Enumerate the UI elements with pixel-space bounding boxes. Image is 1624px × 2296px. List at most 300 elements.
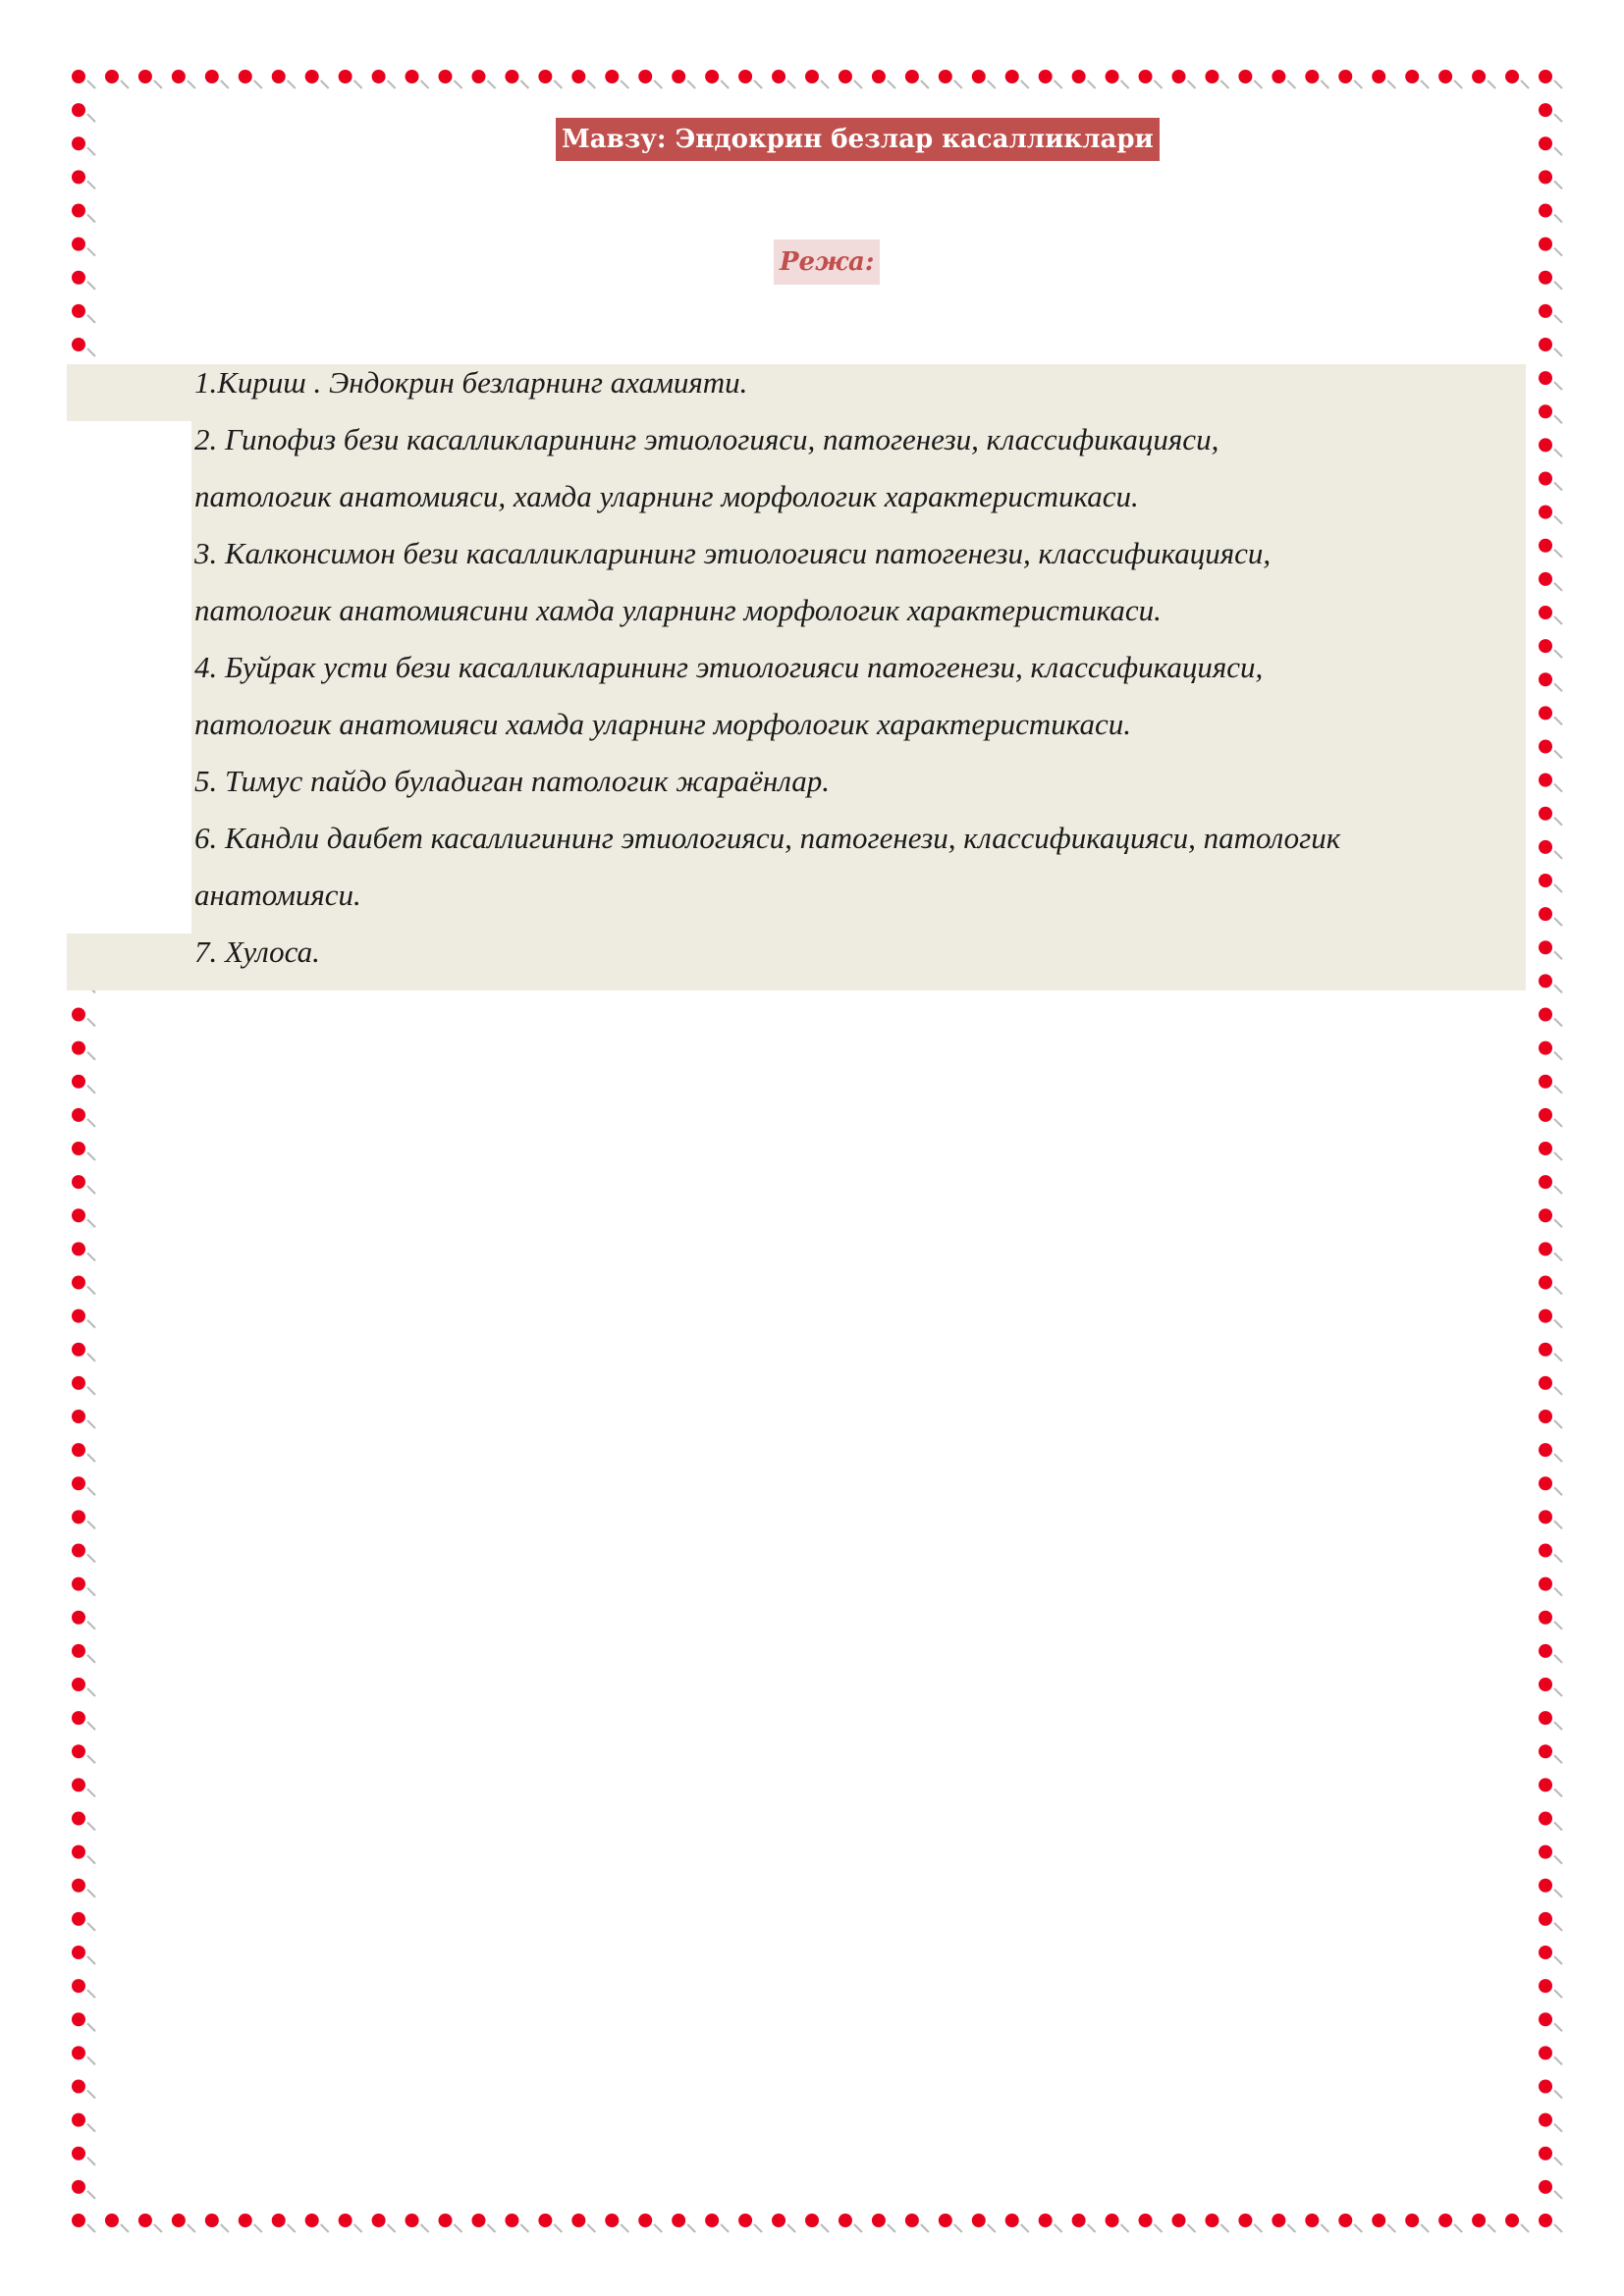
border-dot xyxy=(738,70,752,83)
border-dot xyxy=(1539,1075,1552,1089)
border-dot xyxy=(72,1041,85,1055)
border-dash xyxy=(288,80,296,88)
border-dot xyxy=(138,2214,152,2227)
border-dot xyxy=(705,70,719,83)
border-dot xyxy=(772,70,785,83)
border-dash xyxy=(1554,1789,1562,1796)
border-dash xyxy=(954,80,962,88)
border-dot xyxy=(72,238,85,251)
border-dot xyxy=(305,2214,319,2227)
border-dash xyxy=(1554,1890,1562,1897)
border-dot xyxy=(72,271,85,285)
border-dot xyxy=(738,2214,752,2227)
border-dot xyxy=(972,70,986,83)
border-dot xyxy=(1539,1778,1552,1791)
border-dot xyxy=(1338,70,1352,83)
border-dash xyxy=(821,80,829,88)
border-dash xyxy=(87,1521,95,1528)
plan-block-indent xyxy=(67,421,191,934)
border-dot xyxy=(72,136,85,150)
border-dot xyxy=(72,1276,85,1290)
border-dot xyxy=(705,2214,719,2227)
border-dot xyxy=(439,2214,453,2227)
border-dot xyxy=(1539,1008,1552,1022)
border-dot xyxy=(105,2214,119,2227)
border-dash xyxy=(1454,2224,1462,2232)
border-dot xyxy=(72,2080,85,2094)
border-dash xyxy=(1554,147,1562,155)
border-dot xyxy=(1472,70,1486,83)
border-dash xyxy=(1021,80,1029,88)
border-dash xyxy=(87,1186,95,1194)
border-dash xyxy=(621,80,628,88)
border-dash xyxy=(1554,1487,1562,1495)
border-dot xyxy=(1539,1276,1552,1290)
border-dot xyxy=(1539,1711,1552,1725)
border-dash xyxy=(87,215,95,223)
border-dot xyxy=(872,70,886,83)
border-dot xyxy=(505,2214,518,2227)
border-dot xyxy=(1539,204,1552,218)
border-dash xyxy=(1554,1287,1562,1295)
border-dash xyxy=(1554,1119,1562,1127)
border-dash xyxy=(1554,80,1562,88)
border-dash xyxy=(1155,80,1163,88)
border-dash xyxy=(1554,1923,1562,1931)
border-dash xyxy=(1421,2224,1429,2232)
border-dot xyxy=(1505,70,1519,83)
border-dash xyxy=(554,80,562,88)
border-dash xyxy=(87,181,95,188)
border-dash xyxy=(1055,80,1062,88)
border-dot xyxy=(1539,639,1552,653)
border-dot xyxy=(1539,103,1552,117)
border-dot xyxy=(239,70,252,83)
border-dot xyxy=(972,2214,986,2227)
border-dot xyxy=(1539,1376,1552,1390)
border-dash xyxy=(87,1555,95,1563)
border-dash xyxy=(421,2224,429,2232)
border-dash xyxy=(87,1086,95,1094)
border-dot xyxy=(1272,70,1285,83)
border-dash xyxy=(1554,1655,1562,1663)
border-dash xyxy=(1554,1420,1562,1428)
border-dash xyxy=(87,1454,95,1462)
border-dash xyxy=(1554,2091,1562,2099)
border-dash xyxy=(1554,348,1562,356)
border-dash xyxy=(1554,1219,1562,1227)
border-dash xyxy=(654,2224,662,2232)
border-dot xyxy=(1539,472,1552,486)
border-dash xyxy=(1554,1688,1562,1696)
border-dot xyxy=(1539,1108,1552,1122)
border-dash xyxy=(587,80,595,88)
border-dash xyxy=(1554,985,1562,992)
border-dash xyxy=(87,1722,95,1730)
border-dot xyxy=(939,70,952,83)
border-dash xyxy=(254,80,262,88)
border-dash xyxy=(988,2224,996,2232)
plan-item-6: 6. Кандли даибет касаллигининг этиологияси, патогенези, классификацияси, патологик xyxy=(194,821,1341,855)
border-dot xyxy=(72,1744,85,1758)
border-dash xyxy=(87,2023,95,2031)
border-dot xyxy=(1539,572,1552,586)
border-dash xyxy=(1287,2224,1295,2232)
border-dot xyxy=(72,2012,85,2026)
border-dot xyxy=(239,2214,252,2227)
border-dash xyxy=(687,2224,695,2232)
border-dash xyxy=(1554,415,1562,423)
border-dash xyxy=(87,348,95,356)
border-dot xyxy=(72,1410,85,1423)
border-dash xyxy=(87,1588,95,1596)
border-dot xyxy=(406,70,419,83)
border-dot xyxy=(1338,2214,1352,2227)
border-dot xyxy=(1539,238,1552,251)
border-dot xyxy=(1539,1979,1552,1993)
border-dash xyxy=(1554,2124,1562,2132)
border-dot xyxy=(1539,1744,1552,1758)
border-dot xyxy=(1539,2046,1552,2059)
border-dash xyxy=(87,147,95,155)
border-dash xyxy=(1554,751,1562,759)
border-dot xyxy=(1539,606,1552,619)
border-dash xyxy=(455,2224,462,2232)
border-dot xyxy=(72,70,85,83)
border-dot xyxy=(406,2214,419,2227)
border-dash xyxy=(87,2091,95,2099)
border-dot xyxy=(1539,136,1552,150)
border-dot xyxy=(1539,1142,1552,1155)
border-dash xyxy=(787,80,795,88)
plan-item-5: 5. Тимус пайдо буладиган патологик жараёнлар. xyxy=(194,764,830,798)
border-dot xyxy=(1539,907,1552,921)
border-dot xyxy=(205,70,219,83)
border-dash xyxy=(1554,683,1562,691)
border-dash xyxy=(87,1287,95,1295)
border-dot xyxy=(72,1678,85,1691)
border-dot xyxy=(1539,1678,1552,1691)
border-dash xyxy=(954,2224,962,2232)
border-dash xyxy=(1554,918,1562,926)
border-dash xyxy=(1220,2224,1228,2232)
border-dot xyxy=(1139,70,1153,83)
border-dash xyxy=(1287,80,1295,88)
border-dot xyxy=(72,1946,85,1959)
border-dash xyxy=(388,2224,396,2232)
border-dot xyxy=(72,1912,85,1926)
border-dot xyxy=(471,2214,485,2227)
border-dot xyxy=(538,70,552,83)
border-dash xyxy=(1121,80,1129,88)
border-dash xyxy=(654,80,662,88)
border-dash xyxy=(1554,282,1562,290)
border-dot xyxy=(571,70,585,83)
border-dot xyxy=(1305,70,1319,83)
border-dot xyxy=(1205,2214,1218,2227)
border-dash xyxy=(1554,1990,1562,1998)
border-dot xyxy=(72,1778,85,1791)
border-dash xyxy=(288,2224,296,2232)
border-dash xyxy=(1188,2224,1196,2232)
border-dot xyxy=(1438,2214,1452,2227)
border-dash xyxy=(87,282,95,290)
border-dot xyxy=(1539,1343,1552,1357)
plan-item-2: 2. Гипофиз бези касалликларининг этиологияси, патогенези, классификацияси, xyxy=(194,422,1219,456)
border-dot xyxy=(1039,2214,1053,2227)
border-dot xyxy=(72,170,85,184)
border-dash xyxy=(1554,315,1562,323)
border-dot xyxy=(72,1075,85,1089)
border-dot xyxy=(1372,70,1385,83)
border-dash xyxy=(1454,80,1462,88)
border-dot xyxy=(1539,1041,1552,1055)
border-dot xyxy=(1505,2214,1519,2227)
border-dash xyxy=(1554,248,1562,256)
border-dot xyxy=(205,2214,219,2227)
border-dash xyxy=(87,2056,95,2064)
border-dot xyxy=(1539,371,1552,385)
border-dash xyxy=(1554,1186,1562,1194)
border-dash xyxy=(188,2224,195,2232)
border-dot xyxy=(72,304,85,318)
border-dot xyxy=(638,2214,652,2227)
border-dot xyxy=(1539,1476,1552,1490)
border-dash xyxy=(455,80,462,88)
border-dash xyxy=(587,2224,595,2232)
border-dash xyxy=(554,2224,562,2232)
border-dash xyxy=(87,1354,95,1362)
border-dot xyxy=(605,70,619,83)
border-dot xyxy=(1106,70,1119,83)
border-dash xyxy=(1554,1956,1562,1964)
border-dash xyxy=(1554,1555,1562,1563)
border-dash xyxy=(721,2224,729,2232)
border-dot xyxy=(1539,1175,1552,1189)
border-dash xyxy=(1554,1320,1562,1328)
border-dash xyxy=(921,2224,929,2232)
border-dot xyxy=(372,2214,386,2227)
border-dot xyxy=(872,2214,886,2227)
border-dash xyxy=(87,1622,95,1629)
border-dash xyxy=(87,1219,95,1227)
border-dash xyxy=(1354,80,1362,88)
border-dot xyxy=(672,2214,685,2227)
border-dot xyxy=(1539,807,1552,821)
border-dash xyxy=(1554,2191,1562,2199)
border-dash xyxy=(1055,2224,1062,2232)
border-dot xyxy=(1072,2214,1086,2227)
border-dot xyxy=(1539,740,1552,754)
border-dash xyxy=(487,2224,495,2232)
border-dot xyxy=(305,70,319,83)
border-dash xyxy=(87,2158,95,2165)
border-dot xyxy=(1539,1946,1552,1959)
border-dash xyxy=(1554,1622,1562,1629)
border-dot xyxy=(72,1242,85,1255)
border-dot xyxy=(138,70,152,83)
border-dash xyxy=(888,2224,895,2232)
border-dash xyxy=(87,80,95,88)
border-dot xyxy=(372,70,386,83)
border-dash xyxy=(87,1655,95,1663)
border-dot xyxy=(1539,1845,1552,1859)
border-dash xyxy=(1554,1152,1562,1160)
border-dot xyxy=(72,1175,85,1189)
plan-item-3-cont: патологик анатомиясини хамда уларнинг морфологик характеристикаси. xyxy=(194,593,1162,627)
plan-item-6-cont: анатомияси. xyxy=(194,878,361,912)
border-dash xyxy=(1554,818,1562,826)
border-dash xyxy=(520,2224,528,2232)
border-dash xyxy=(121,80,129,88)
border-dot xyxy=(839,2214,852,2227)
border-dash xyxy=(188,80,195,88)
border-dash xyxy=(87,1119,95,1127)
border-dash xyxy=(1387,2224,1395,2232)
border-dash xyxy=(1554,2158,1562,2165)
border-dot xyxy=(272,2214,286,2227)
border-dot xyxy=(72,2180,85,2194)
border-dash xyxy=(1554,1856,1562,1864)
plan-item-7: 7. Хулоса. xyxy=(194,934,320,969)
border-dash xyxy=(87,1755,95,1763)
border-dash xyxy=(87,2191,95,2199)
border-dash xyxy=(787,2224,795,2232)
border-dot xyxy=(72,1008,85,1022)
border-dot xyxy=(1539,1812,1552,1826)
border-dash xyxy=(854,80,862,88)
border-dash xyxy=(1554,2224,1562,2232)
border-dot xyxy=(1539,1879,1552,1893)
border-dash xyxy=(354,2224,362,2232)
border-dot xyxy=(72,1812,85,1826)
border-dot xyxy=(1405,70,1419,83)
border-dash xyxy=(1554,181,1562,188)
border-dot xyxy=(72,1510,85,1523)
border-dash xyxy=(1321,80,1328,88)
border-dot xyxy=(1238,2214,1252,2227)
border-dot xyxy=(72,1108,85,1122)
border-dash xyxy=(1554,2023,1562,2031)
border-dash xyxy=(1554,516,1562,524)
border-dash xyxy=(87,1856,95,1864)
border-dash xyxy=(1554,215,1562,223)
border-dot xyxy=(72,103,85,117)
border-dash xyxy=(87,1420,95,1428)
border-dot xyxy=(1106,2214,1119,2227)
border-dash xyxy=(1554,2056,1562,2064)
border-dot xyxy=(1539,1912,1552,1926)
border-dot xyxy=(1272,2214,1285,2227)
border-dot xyxy=(1005,2214,1019,2227)
border-dot xyxy=(905,2214,919,2227)
border-dash xyxy=(1554,1454,1562,1462)
border-dash xyxy=(1521,80,1529,88)
border-dash xyxy=(1554,784,1562,792)
border-dot xyxy=(1539,940,1552,954)
border-dash xyxy=(487,80,495,88)
border-dot xyxy=(1139,2214,1153,2227)
border-dot xyxy=(1005,70,1019,83)
border-dash xyxy=(1554,550,1562,558)
border-dash xyxy=(1554,583,1562,591)
border-dash xyxy=(1554,884,1562,892)
border-dot xyxy=(72,1376,85,1390)
border-dot xyxy=(72,1979,85,1993)
border-dot xyxy=(1405,2214,1419,2227)
border-dash xyxy=(1554,650,1562,658)
border-dot xyxy=(1438,70,1452,83)
border-dash xyxy=(87,1990,95,1998)
border-dash xyxy=(1220,80,1228,88)
border-dot xyxy=(1539,974,1552,988)
border-dot xyxy=(1039,70,1053,83)
border-dash xyxy=(87,1052,95,1060)
border-dash xyxy=(87,1487,95,1495)
border-dot xyxy=(339,70,352,83)
border-dot xyxy=(105,70,119,83)
border-dash xyxy=(154,80,162,88)
border-dash xyxy=(854,2224,862,2232)
border-dot xyxy=(72,1711,85,1725)
border-dot xyxy=(1539,338,1552,351)
border-dash xyxy=(721,80,729,88)
border-dash xyxy=(87,1253,95,1260)
border-dot xyxy=(72,338,85,351)
border-dot xyxy=(538,2214,552,2227)
border-dot xyxy=(1539,1611,1552,1625)
border-dash xyxy=(87,1823,95,1831)
border-dash xyxy=(87,1152,95,1160)
page-title: Мавзу: Эндокрин безлар касалликлари xyxy=(556,118,1160,161)
border-dash xyxy=(1554,1253,1562,1260)
border-dash xyxy=(421,80,429,88)
plan-item-1: 1.Кириш . Эндокрин безларнинг ахамияти. xyxy=(194,365,748,400)
border-dash xyxy=(821,2224,829,2232)
border-dash xyxy=(1554,1019,1562,1027)
border-dash xyxy=(1421,80,1429,88)
border-dash xyxy=(1021,2224,1029,2232)
border-dash xyxy=(87,315,95,323)
border-dot xyxy=(1072,70,1086,83)
border-dot xyxy=(505,70,518,83)
border-dash xyxy=(87,1019,95,1027)
border-dash xyxy=(621,2224,628,2232)
border-dot xyxy=(839,70,852,83)
border-dash xyxy=(254,2224,262,2232)
border-dash xyxy=(87,1789,95,1796)
plan-heading: Режа: xyxy=(774,240,880,285)
border-dot xyxy=(72,2147,85,2161)
border-dot xyxy=(72,1577,85,1591)
border-dot xyxy=(72,1343,85,1357)
border-dot xyxy=(939,2214,952,2227)
border-dash xyxy=(1554,1588,1562,1596)
border-dot xyxy=(72,1142,85,1155)
border-dash xyxy=(921,80,929,88)
border-dot xyxy=(172,70,186,83)
border-dot xyxy=(1172,2214,1186,2227)
border-dot xyxy=(1539,304,1552,318)
border-dot xyxy=(72,2046,85,2059)
border-dot xyxy=(1539,706,1552,720)
border-dot xyxy=(1539,70,1552,83)
border-dash xyxy=(1554,449,1562,456)
border-dash xyxy=(1254,80,1262,88)
border-dot xyxy=(1539,438,1552,452)
border-dot xyxy=(1539,840,1552,854)
border-dash xyxy=(1155,2224,1163,2232)
